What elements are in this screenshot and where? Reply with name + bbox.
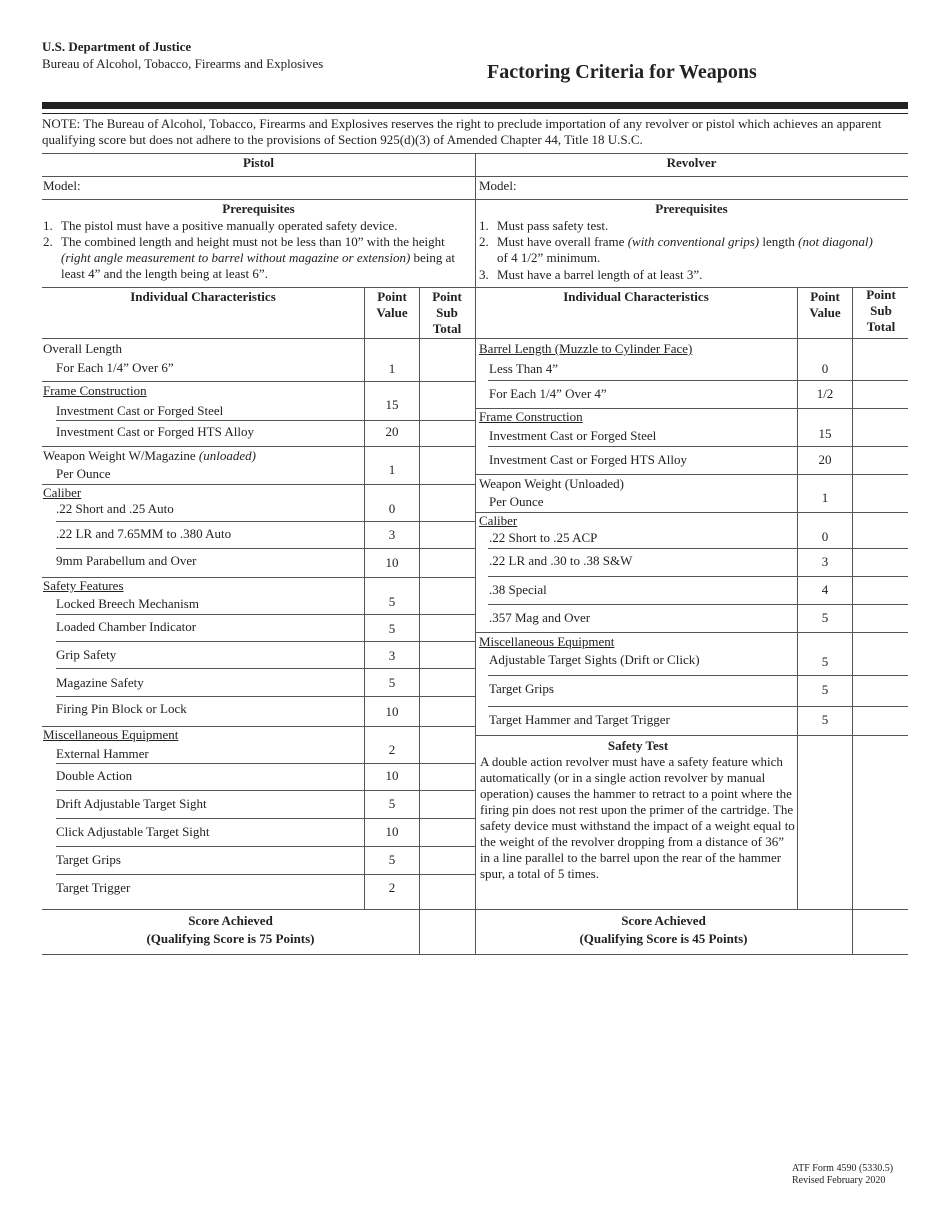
pistol-frame-construction: Frame Construction [43, 383, 147, 398]
revolver-prereq-2-num: 2. [479, 234, 489, 249]
revolver-caliber-4-value: 5 [821, 610, 829, 625]
pistol-misc-6-value: 2 [388, 880, 396, 895]
revolver-weight-per-ounce: Per Ounce [489, 494, 544, 509]
pistol-prereq-title: Prerequisites [222, 201, 295, 216]
form-number: ATF Form 4590 (5330.5) [792, 1163, 894, 1174]
pistol-misc-3: Drift Adjustable Target Sight [56, 796, 207, 811]
pistol-safety-4-value: 5 [388, 675, 396, 690]
revolver-heading: Revolver [666, 155, 717, 170]
pistol-overall-length: Overall Length [43, 341, 123, 356]
revolver-prereq-title: Prerequisites [655, 201, 728, 216]
revolver-pv-heading: Point Value [809, 289, 841, 320]
revolver-frame-steel-value: 15 [818, 426, 832, 441]
pistol-safety-3-value: 3 [388, 648, 396, 663]
pistol-heading: Pistol [242, 155, 275, 170]
pistol-safety-2: Loaded Chamber Indicator [56, 619, 197, 634]
pistol-safety-5: Firing Pin Block or Lock [56, 701, 187, 716]
pistol-prereq-1-num: 1. [43, 218, 53, 233]
pistol-model-label: Model: [43, 178, 81, 193]
header-rule-thick [42, 102, 908, 109]
pistol-safety-4: Magazine Safety [56, 675, 144, 690]
pistol-misc-5-value: 5 [388, 852, 396, 867]
revolver-score-total-field[interactable] [855, 912, 905, 952]
revolver-pst-heading: Point Sub Total [866, 287, 896, 334]
revolver-prereq-3-num: 3. [479, 267, 489, 282]
revolver-weapon-weight: Weapon Weight (Unloaded) [479, 476, 624, 491]
bureau-name: Bureau of Alcohol, Tobacco, Firearms and Explosives [42, 56, 324, 71]
pistol-pv-heading: Point Value [376, 289, 408, 320]
revolver-model-label: Model: [479, 178, 517, 193]
pistol-safety-features: Safety Features [43, 578, 124, 593]
form-footer [792, 1163, 893, 1187]
revolver-caliber-4: .357 Mag and Over [489, 610, 591, 625]
pistol-caliber-3: 9mm Parabellum and Over [56, 553, 197, 568]
revolver-safety-test-title: Safety Test [607, 738, 669, 753]
pistol-score-achieved: Score Achieved (Qualifying Score is 75 Points) [146, 913, 315, 946]
agency-name: U.S. Department of Justice [42, 39, 192, 54]
pistol-prereq-2: The combined length and height must not be less than 10” with the height (right angle measurement to barrel without magazine or extension) being at least 4” and the length being at least 6”. [61, 234, 456, 281]
revolver-misc-1-value: 5 [821, 654, 829, 669]
pistol-prereq-1: The pistol must have a positive manually operated safety device. [61, 218, 398, 233]
pistol-misc-equipment: Miscellaneous Equipment [43, 727, 179, 742]
note-text: NOTE: The Bureau of Alcohol, Tobacco, Firearms and Explosives reserves the right to preclude importation of any revolver or pistol which achieves an apparent qualifying score but does not adhere to the provisions of Section 925(d)(3) of Amended Chapter 44, Title 18 U.S.C. [42, 116, 882, 147]
pistol-prereq-2-num: 2. [43, 234, 53, 249]
pistol-frame-steel-value: 15 [385, 397, 399, 412]
revolver-barrel-2: For Each 1/4” Over 4” [489, 386, 607, 401]
pistol-caliber-1-value: 0 [388, 501, 396, 516]
revolver-misc-3-value: 5 [821, 712, 829, 727]
revolver-barrel-2-value: 1/2 [816, 386, 834, 401]
revolver-caliber: Caliber [479, 513, 518, 528]
pistol-misc-4: Click Adjustable Target Sight [56, 824, 210, 839]
pistol-misc-2: Double Action [56, 768, 133, 783]
page-title: Factoring Criteria for Weapons [487, 61, 757, 83]
pistol-score-total-field[interactable] [422, 912, 472, 952]
pistol-misc-3-value: 5 [388, 796, 396, 811]
revolver-prereq-3: Must have a barrel length of at least 3”. [497, 267, 703, 282]
revolver-frame-hts-value: 20 [818, 452, 832, 467]
header-rule-thin [42, 113, 908, 114]
pistol-frame-hts: Investment Cast or Forged HTS Alloy [56, 424, 255, 439]
pistol-weight-per-ounce: Per Ounce [56, 466, 111, 481]
revolver-prereq-2-cont: of 4 1/2” minimum. [497, 250, 601, 265]
revolver-caliber-2: .22 LR and .30 to .38 S&W [489, 553, 633, 568]
revolver-misc-2: Target Grips [489, 681, 554, 696]
pistol-pst-heading: Point Sub Total [432, 289, 462, 336]
revolver-caliber-3: .38 Special [489, 582, 547, 597]
pistol-caliber-3-value: 10 [385, 555, 399, 570]
form-revised: Revised February 2020 [792, 1175, 886, 1186]
revolver-prereq-2: Must have overall frame (with conventional grips) length (not diagonal) [497, 234, 873, 249]
revolver-caliber-3-value: 4 [821, 582, 829, 597]
pistol-safety-3: Grip Safety [56, 647, 117, 662]
revolver-misc-equipment: Miscellaneous Equipment [479, 634, 615, 649]
pistol-safety-2-value: 5 [388, 621, 396, 636]
revolver-safety-test-text: A double action revolver must have a safety feature which automatically (or in a single action revolver by manual operation) causes the hammer to retract to a point where the firing pin does not rest upon the primer of the cartridge. The safety device must withstand the impact of a weight equal to the weight of the revolver dropping from a distance of 36” in a line parallel to the barrel upon the rear of the hammer spur, a total of 5 times. [480, 754, 795, 881]
pistol-caliber: Caliber [43, 485, 82, 500]
pistol-caliber-1: .22 Short and .25 Auto [56, 501, 174, 516]
pistol-frame-steel: Investment Cast or Forged Steel [56, 403, 224, 418]
revolver-weight-value: 1 [821, 490, 829, 505]
revolver-frame-construction: Frame Construction [479, 409, 583, 424]
pistol-overall-length-value: 1 [388, 361, 396, 376]
pistol-safety-1: Locked Breech Mechanism [56, 596, 199, 611]
pistol-misc-2-value: 10 [385, 768, 399, 783]
revolver-score-achieved: Score Achieved (Qualifying Score is 45 Points) [579, 913, 748, 946]
pistol-misc-4-value: 10 [385, 824, 399, 839]
revolver-prereq-1: Must pass safety test. [497, 218, 609, 233]
pistol-frame-hts-value: 20 [385, 424, 399, 439]
revolver-misc-3: Target Hammer and Target Trigger [489, 712, 670, 727]
revolver-barrel-1-value: 0 [821, 361, 829, 376]
revolver-caliber-1: .22 Short to .25 ACP [489, 530, 598, 545]
pistol-misc-6: Target Trigger [56, 880, 131, 895]
pistol-misc-5: Target Grips [56, 852, 121, 867]
revolver-frame-hts: Investment Cast or Forged HTS Alloy [489, 452, 688, 467]
pistol-weapon-weight: Weapon Weight W/Magazine (unloaded) [43, 448, 256, 463]
revolver-prereq-1-num: 1. [479, 218, 489, 233]
revolver-ic-heading: Individual Characteristics [563, 289, 709, 304]
pistol-safety-5-value: 10 [385, 704, 399, 719]
revolver-caliber-1-value: 0 [821, 529, 829, 544]
pistol-weight-value: 1 [388, 462, 396, 477]
revolver-caliber-2-value: 3 [821, 554, 829, 569]
revolver-frame-steel: Investment Cast or Forged Steel [489, 428, 657, 443]
revolver-misc-1: Adjustable Target Sights (Drift or Click) [489, 652, 700, 667]
pistol-ic-heading: Individual Characteristics [130, 289, 276, 304]
pistol-overall-length-item: For Each 1/4” Over 6” [56, 360, 174, 375]
pistol-safety-1-value: 5 [388, 594, 396, 609]
pistol-misc-1-value: 2 [388, 742, 396, 757]
revolver-barrel-1: Less Than 4” [489, 361, 559, 376]
revolver-barrel-length: Barrel Length (Muzzle to Cylinder Face) [479, 341, 693, 356]
pistol-caliber-2: .22 LR and 7.65MM to .380 Auto [56, 526, 232, 541]
pistol-misc-1: External Hammer [56, 746, 149, 761]
pistol-caliber-2-value: 3 [388, 527, 396, 542]
revolver-misc-2-value: 5 [821, 682, 829, 697]
